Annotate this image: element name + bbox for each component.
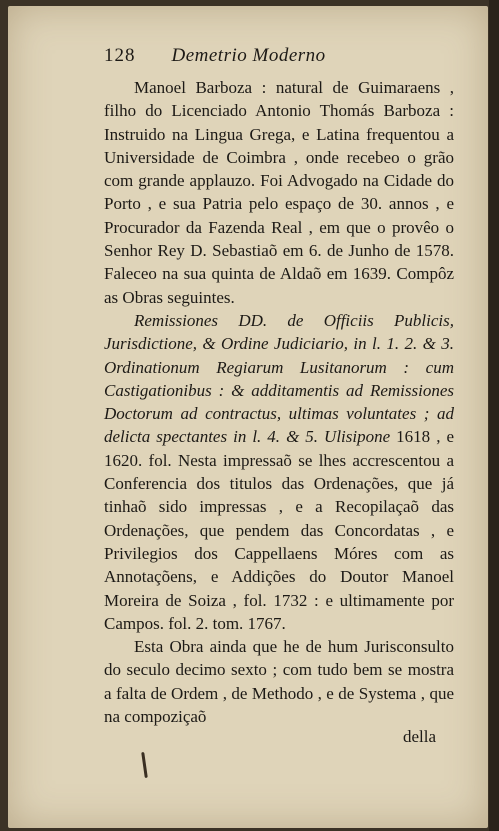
- page-number: 128: [104, 45, 136, 66]
- works-details: 1618 , e 1620. fol. Nesta impressaõ se lhes accrescentou a Conferencia dos titulos das Ordenações, que já tinhaõ sido impressas , e a Recopilaçaõ das Ordenações, que pendem das Concordatas , e Privilegios dos Cappellaens Móres com as Annotaçõens, e Addições do Doutor Manoel Moreira de Soiza , fol. 1732 : e ultimamente por Campos. fol. 2. tom. 1767.: [104, 427, 454, 633]
- catchword: della: [403, 727, 437, 746]
- page-text-block: [104, 44, 454, 728]
- works-title-italic: Remissiones DD. de Officiis Publicis, Jurisdictione, & Ordine Judiciario, in l. 1. 2. & 3. Ordinationum Regiarum Lusitanorum : cum Castigationibus : & additamentis ad Remissiones Doctorum ad contractus, ultimas voluntates ; ad delicta spectantes in l. 4. & 5. Ulisipone: [104, 310, 454, 447]
- biography-paragraph: Manoel Barboza : natural de Guimaraens , filho do Licenciado Antonio Thomás Barboza : Instruido na Lingua Grega, e Latina frequentou a Universidade de Coimbra , onde recebeo o grão com grande applauzo. Foi Advogado na Cidade do Porto , e sua Patria pelo espaço de 30. annos , e Procurador da Fazenda Real , em que o provêo o Senhor Rey D. Sebastiaõ em 6. de Junho de 1578. Faleceo na sua quinta de Aldaõ em 1639. Compôz as Obras seguintes.: [104, 78, 454, 307]
- running-title: Demetrio Moderno: [171, 45, 326, 66]
- commentary-paragraph: Esta Obra ainda que he de hum Jurisconsulto do seculo decimo sexto ; com tudo bem se mostra a falta de Ordem , de Methodo , e de Systema , que na compoziçaõ: [104, 637, 454, 727]
- page-header: [104, 44, 454, 74]
- book-gutter: [489, 0, 499, 831]
- works-paragraph: [104, 309, 454, 635]
